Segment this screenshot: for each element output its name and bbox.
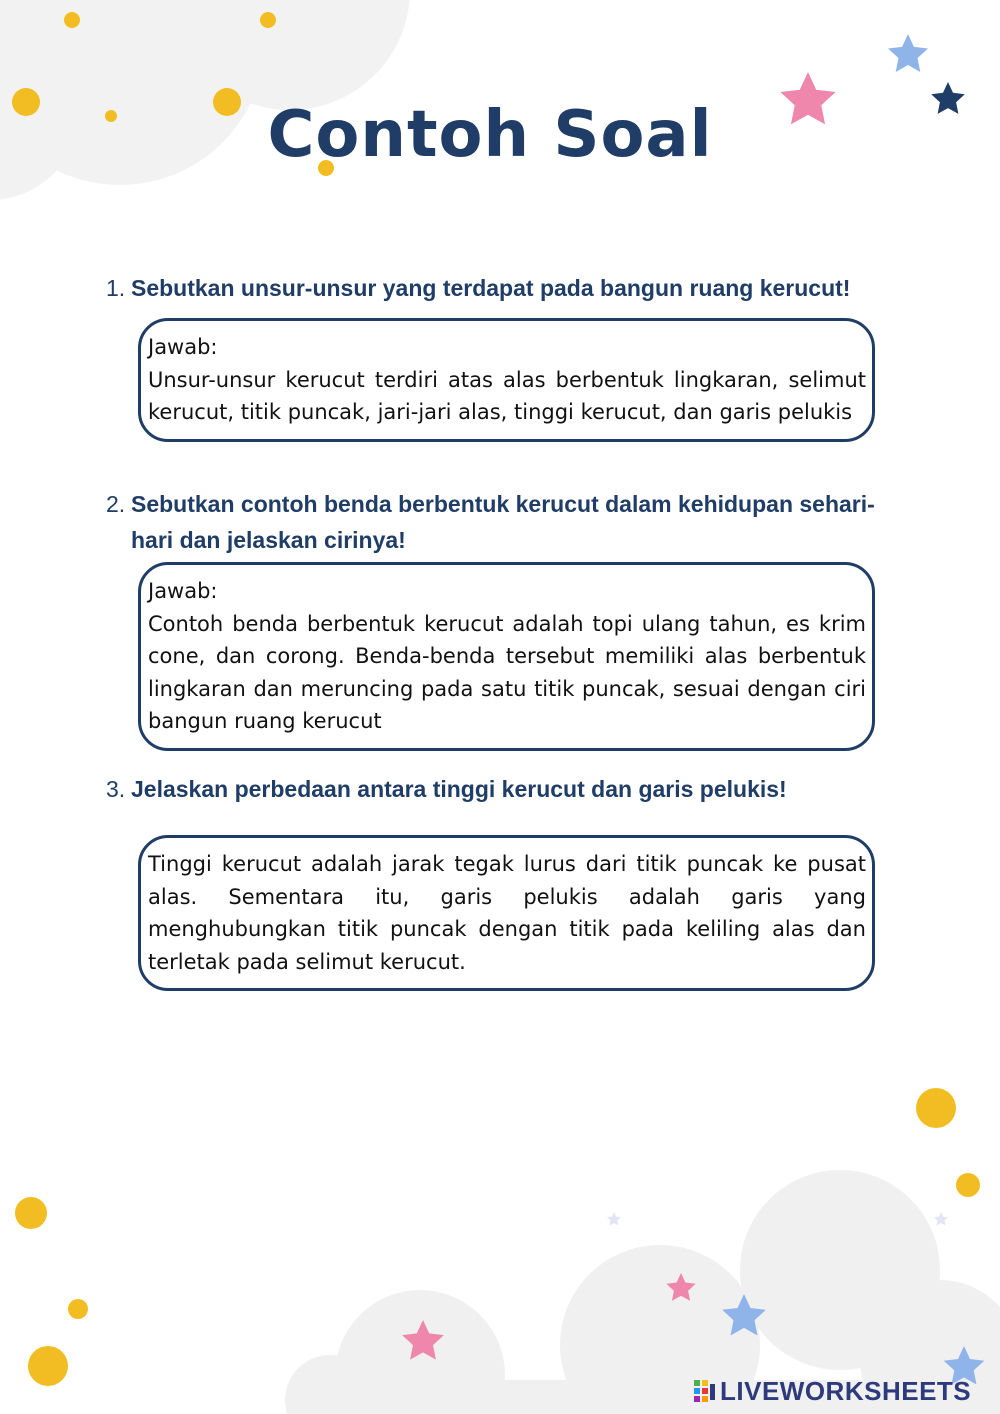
answer-label: Jawab:: [148, 335, 218, 359]
brand-name: LIVEWORKSHEETS: [720, 1376, 972, 1406]
liveworksheets-brand[interactable]: [694, 1376, 971, 1407]
question-number: 2.: [106, 491, 126, 517]
question-text: Jelaskan perbedaan antara tinggi kerucut dan garis pelukis!: [131, 776, 787, 802]
answer-text: Unsur-unsur kerucut terdiri atas alas berbentuk lingkaran, selimut kerucut, titik puncak, jari-jari alas, tinggi kerucut, dan garis pelukis: [148, 367, 866, 424]
question-1: [106, 270, 906, 306]
answer-box-2[interactable]: [138, 562, 875, 751]
page-title: Contoh Soal: [267, 98, 713, 172]
question-text: Sebutkan unsur-unsur yang terdapat pada bangun ruang kerucut!: [131, 275, 851, 301]
answer-text: Contoh benda berbentuk kerucut adalah topi ulang tahun, es krim cone, dan corong. Benda-benda tersebut memiliki alas berbentuk lingkaran dan meruncing pada satu titik puncak, sesuai dengan ciri bangun ruang kerucut: [148, 611, 866, 733]
star-icon-pale-left: [607, 1212, 621, 1225]
answer-box-3[interactable]: [138, 835, 875, 991]
question-2: [106, 486, 906, 558]
question-number: 1.: [106, 275, 126, 301]
question-3: [106, 771, 906, 807]
question-number: 3.: [106, 776, 126, 802]
answer-text: Tinggi kerucut adalah jarak tegak lurus dari titik puncak ke pusat alas. Sementara itu, garis pelukis adalah garis yang menghubungkan titik puncak dengan titik pada keliling alas dan terletak pada selimut kerucut.: [148, 852, 866, 974]
liveworksheets-logo-icon: [694, 1380, 716, 1404]
star-icon-pale-right: [934, 1212, 948, 1225]
question-text: Sebutkan contoh benda berbentuk kerucut dalam kehidupan sehari-hari dan jelaskan cirinya!: [131, 491, 875, 553]
answer-label: Jawab:: [148, 579, 218, 603]
star-icon-light-blue-top: [888, 34, 928, 72]
answer-box-1[interactable]: [138, 318, 875, 442]
